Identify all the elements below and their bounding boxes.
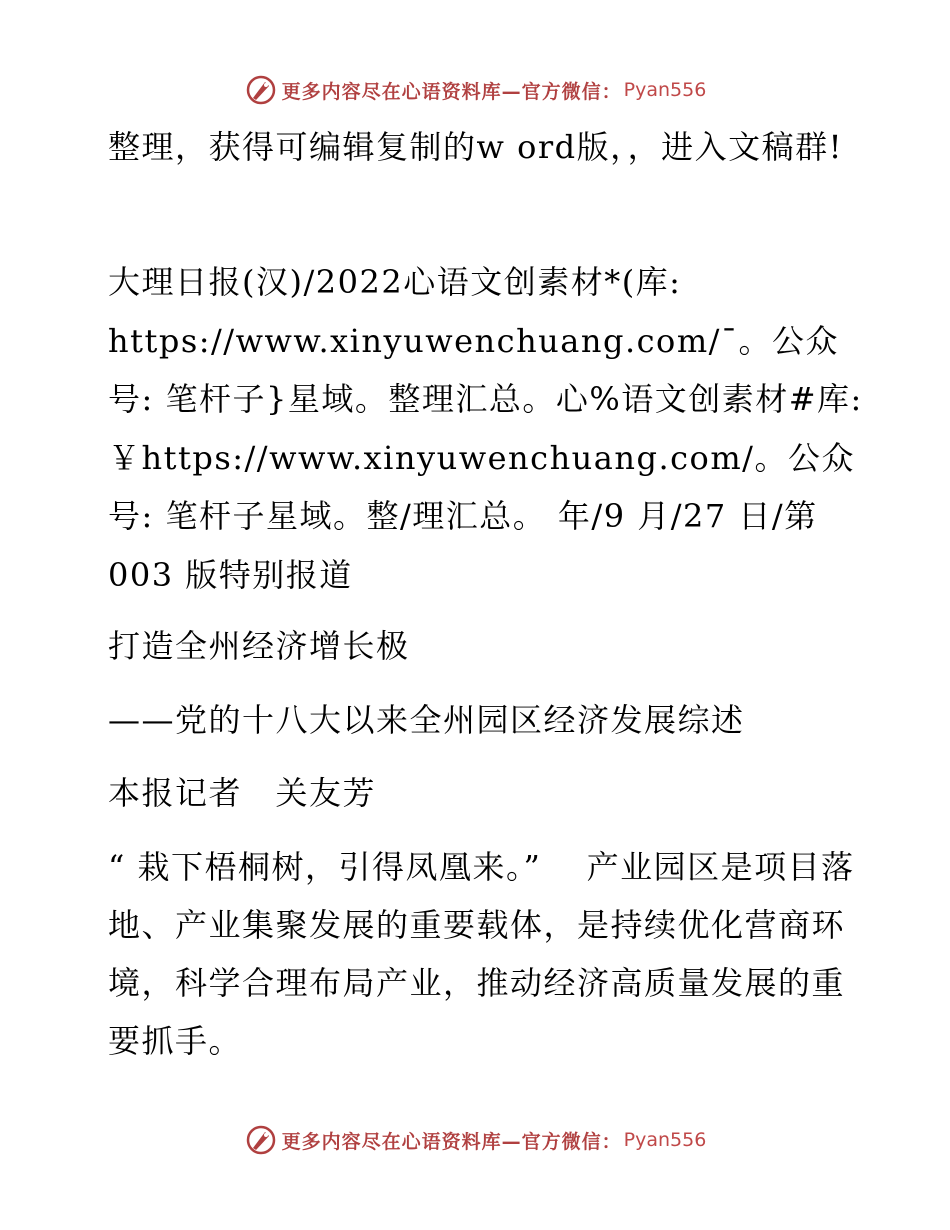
article-subtitle: ——党的十八大以来全州园区经济发展综述 (108, 701, 745, 739)
article-title: 打造全州经济增长极 (108, 627, 410, 665)
banner-text: 更多内容尽在心语资料库—官方微信： (281, 1130, 622, 1153)
byline: 本报记者 关友芳 (108, 774, 377, 812)
lead-paragraph: “ 栽下梧桐树，引得凤凰来。” 产业园区是项目落地、产业集聚发展的重要载体，是持续优化营商环境，科学合理布局产业，推动经济高质量发展的重要抓手。 (108, 848, 855, 1060)
header-banner (0, 70, 950, 110)
banner-text: 更多内容尽在心语资料库—官方微信： (281, 80, 622, 103)
footer-banner (0, 1120, 950, 1160)
source-paragraph: 大理日报(汉)/2022心语文创素材*(库: https://www.xinyuwenchuang.com/¯。公众号: 笔杆子}星域。整理汇总。心%语文创素材#库: ￥https://www.xinyuwenchuang.com/。公众号: 笔杆子星域。整/理汇总。 年/9 月/27 日/第 003 版特别报道 (108, 263, 863, 594)
pen-nib-logo-icon (244, 73, 278, 107)
intro-paragraph: 整理，获得可编辑复制的w ord版，，进入文稿群! (108, 128, 843, 166)
banner-handle: Pyan556 (623, 1129, 707, 1151)
pen-nib-logo-icon (244, 1123, 278, 1157)
banner-handle: Pyan556 (623, 79, 707, 101)
